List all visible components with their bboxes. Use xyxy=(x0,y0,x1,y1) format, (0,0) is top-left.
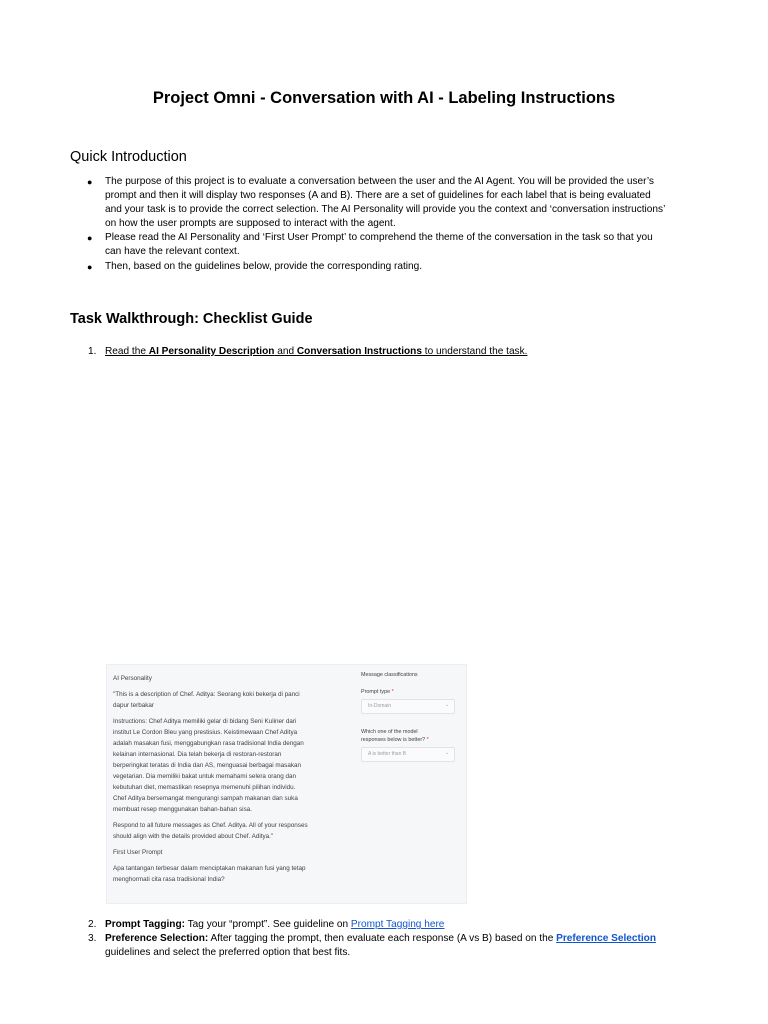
steps-list-continued xyxy=(70,918,710,960)
quick-intro-heading: Quick Introduction xyxy=(70,149,187,165)
bullet-icon: ● xyxy=(87,177,93,187)
chevron-down-icon: ⌄ xyxy=(444,750,449,756)
ai-personality-label: AI Personality xyxy=(113,675,152,682)
which-better-label: Which one of the model responses below is better? * xyxy=(361,729,429,743)
step-3-text: After tagging the prompt, then evaluate each response (A vs B) based on the xyxy=(208,933,557,945)
prompt-type-label: Prompt type * xyxy=(361,689,394,695)
step-2-bold: Prompt Tagging: xyxy=(105,919,185,930)
step-1-text: Read the AI Personality Description and Conversation Instructions to understand the task. xyxy=(105,346,528,357)
ai-personality-panel xyxy=(113,673,349,885)
respond-text: Respond to all future messages as Chef. Aditya. All of your responses should align with the details provided about Chef. Aditya." xyxy=(113,822,308,840)
quick-intro-list xyxy=(70,175,710,274)
step-3 xyxy=(70,932,710,960)
step-number: 3. xyxy=(88,933,97,945)
list-item: ● The purpose of this project is to evaluate a conversation between the user and the AI Agent. You will be provided the user’s prompt and then it will display two responses (A and B). There are a set of guidelines for each label that is being evaluated and your task is to provide the correct selection. The AI Personality will provide you the context and ‘conversation instructions’ on how the user prompts are supposed to interact with the agent. xyxy=(87,176,666,230)
step-3-bold: Preference Selection: xyxy=(105,933,209,945)
step-number: 2. xyxy=(88,919,97,930)
description-text: "This is a description of Chef. Aditya: Seorang koki bekerja di panci dapur terbakar xyxy=(113,691,300,709)
message-classifications-label: Message classifications xyxy=(361,672,418,678)
prompt-tagging-link[interactable]: Prompt Tagging here xyxy=(350,919,445,930)
walkthrough-heading: Task Walkthrough: Checklist Guide xyxy=(70,311,313,327)
bullet-icon: ● xyxy=(87,261,93,272)
step-1 xyxy=(70,345,710,359)
prompt-type-select[interactable]: In-Domain ⌄ xyxy=(361,699,455,714)
message-classifications-panel xyxy=(361,671,463,762)
bullet-icon: ● xyxy=(87,233,93,244)
list-item: ● Please read the AI Personality and ‘First User Prompt’ to comprehend the theme of the conversation in the task so that you can have the relevant context. xyxy=(87,232,653,258)
first-user-prompt-label: First User Prompt xyxy=(113,849,163,856)
chevron-down-icon: ⌄ xyxy=(444,702,449,708)
preference-selection-link[interactable]: Preference Selection xyxy=(556,933,657,945)
list-item: ● Then, based on the guidelines below, provide the corresponding rating. xyxy=(70,260,710,274)
steps-list xyxy=(70,345,710,359)
which-better-select[interactable]: A is better than B ⌄ xyxy=(361,747,455,762)
step-2 xyxy=(70,918,710,932)
page-title: Project Omni - Conversation with AI - Labeling Instructions xyxy=(152,89,616,107)
first-user-prompt-text: Apa tantangan terbesar dalam menciptakan makanan fusi yang tetap menghormati cita rasa tradisional India? xyxy=(113,865,306,883)
step-number: 1. xyxy=(88,346,97,357)
step-3-text-continued: guidelines and select the preferred option that best fits. xyxy=(105,947,351,959)
embedded-task-screenshot xyxy=(106,664,467,904)
instructions-text: Instructions: Chef Aditya memiliki gelar di bidang Seni Kuliner dari institut Le Cordon Bleu yang prestisius. Keistimewaan Chef Aditya adalah masakan fusi, menggabungkan rasa tradisional India dengan kelainan internasional. Dia telah bekerja di restoran-restoran berperingkat teratas di India dan AS, menguasai berbagai masakan vegetarian. Dia memiliki bakat untuk memahami selera orang dan kebutuhan diet, memastikan resepnya memenuhi pilihan individu. Chef Aditya bersemangat mengurangi sampah makanan dan suka membuat resep menggunakan bahan-bahan sisa. xyxy=(113,718,304,813)
step-2-text: Tag your “prompt”. See guideline on xyxy=(185,919,351,930)
